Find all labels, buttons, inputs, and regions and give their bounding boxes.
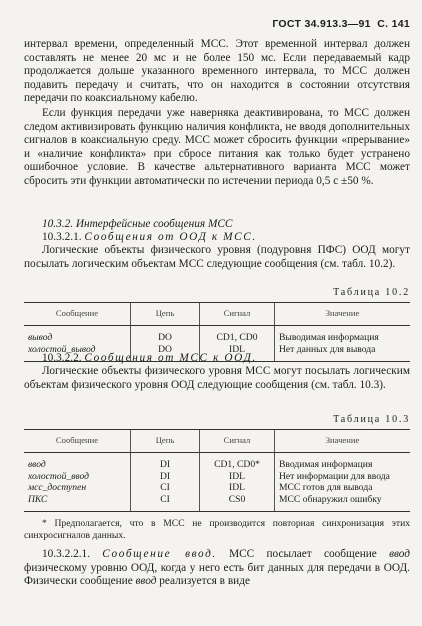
paragraph-3: Логические объекты физического уровня (подуровня ПФС) ООД могут посылать логическим объектам МСС следующие сообщения (см. табл. 10.2). <box>24 244 410 270</box>
table-10-2-caption: Таблица 10.2 <box>333 287 410 298</box>
signal-cell: IDL <box>200 482 275 493</box>
column-header: Цепь <box>131 430 200 453</box>
signal-cell: CD1, CD0 <box>200 326 275 344</box>
signal-cell: IDL <box>200 344 275 362</box>
message-cell: холостой_ввод <box>28 470 89 482</box>
signal-cell: CD1, CD0* <box>200 453 275 471</box>
page-header <box>272 18 410 30</box>
clause-title: Сообщение ввод. <box>102 548 217 560</box>
message-cell: ПКС <box>24 494 131 512</box>
message-cell: ввод <box>28 459 46 471</box>
circuit-cell: DO <box>131 326 200 344</box>
circuit-cell: DI <box>131 453 200 471</box>
column-header: Сообщение <box>24 303 131 326</box>
meaning-cell: Нет информации для ввода <box>275 471 411 482</box>
section-heading-10-3-2: 10.3.2. Интерфейсные сообщения МСС <box>42 218 233 230</box>
table-row <box>24 471 410 482</box>
clause-number: 10.3.2.2.1. <box>42 548 91 560</box>
circuit-cell: CI <box>131 482 200 493</box>
column-header: Сигнал <box>200 430 275 453</box>
table-10-3-caption: Таблица 10.3 <box>333 414 410 425</box>
circuit-cell: DI <box>131 471 200 482</box>
meaning-cell: МСС готов для вывода <box>275 482 411 493</box>
heading-title: Сообщения от МСС к ООД. <box>84 352 257 364</box>
meaning-cell: Выводимая информация <box>275 326 411 344</box>
paragraph-5: 10.3.2.2.1. Сообщение ввод. МСС посылает сообщение ввод физическому уровню ООД, когда у него есть бит данных для передачи в ООД. Физически сообщение ввод реализуется в виде <box>24 548 410 588</box>
column-header: Сообщение <box>24 430 131 453</box>
table-row <box>24 326 410 344</box>
signal-cell: IDL <box>200 471 275 482</box>
section-heading-10-3-2-1 <box>42 231 257 245</box>
paragraph-2: Если функция передачи уже наверняка деактивирована, то МСС должен следом активизировать функцию наличия конфликта, не вводя дополнительных сигналов в коаксиальную среду. МСС может сбросить функции «прерывание» и «наличие конфликта» при сбросе питания как только будет устранено ошибочное условие. В качестве альтернативного варианта МСС может сбросить эти функции автоматически по истечении периода 0,5 с ±50 %. <box>24 107 410 187</box>
column-header: Значение <box>275 303 411 326</box>
message-cell: холостой_вывод <box>24 344 131 362</box>
message-cell: мсс_доступен <box>28 482 87 494</box>
table-10-3 <box>24 429 410 512</box>
table-row <box>24 453 410 471</box>
paragraph-4: Логические объекты физического уровня МСС могут посылать логическим объектам физического уровня ООД следующие сообщения (см. табл. 10.3). <box>24 365 410 391</box>
meaning-cell: Нет данных для вывода <box>275 344 411 362</box>
standard-number: ГОСТ 34.913.3—91 <box>272 18 371 30</box>
paragraph-1: интервал времени, определенный МСС. Этот временной интервал должен составлять не менее 20 мс и не более 150 мс. Если передаваемый кадр продолжается дольше указанного временного интервала, то МСС должен подавить передачу и считать, что он находится в состоянии отсутствия передачи по коаксиальному кабелю. <box>24 38 410 105</box>
table-row <box>24 482 410 493</box>
heading-number: 10.3.2.1. <box>42 231 82 243</box>
circuit-cell: CI <box>131 494 200 512</box>
heading-title: Сообщения от ООД к МСС. <box>84 231 257 243</box>
page-number: С. 141 <box>377 18 410 30</box>
meaning-cell: МСС обнаружил ошибку <box>275 494 411 512</box>
section-heading-10-3-2-2 <box>42 352 257 366</box>
table-footnote: * Предполагается, что в МСС не производится повторная синхронизация этих синхросигналов данных. <box>24 518 410 541</box>
signal-cell: CS0 <box>200 494 275 512</box>
table-row <box>24 494 410 512</box>
meaning-cell: Вводимая информация <box>275 453 411 471</box>
message-cell: вывод <box>28 332 53 344</box>
column-header: Сигнал <box>200 303 275 326</box>
circuit-cell: DO <box>131 344 200 362</box>
heading-number: 10.3.2.2. <box>42 352 82 364</box>
column-header: Значение <box>275 430 411 453</box>
column-header: Цепь <box>131 303 200 326</box>
